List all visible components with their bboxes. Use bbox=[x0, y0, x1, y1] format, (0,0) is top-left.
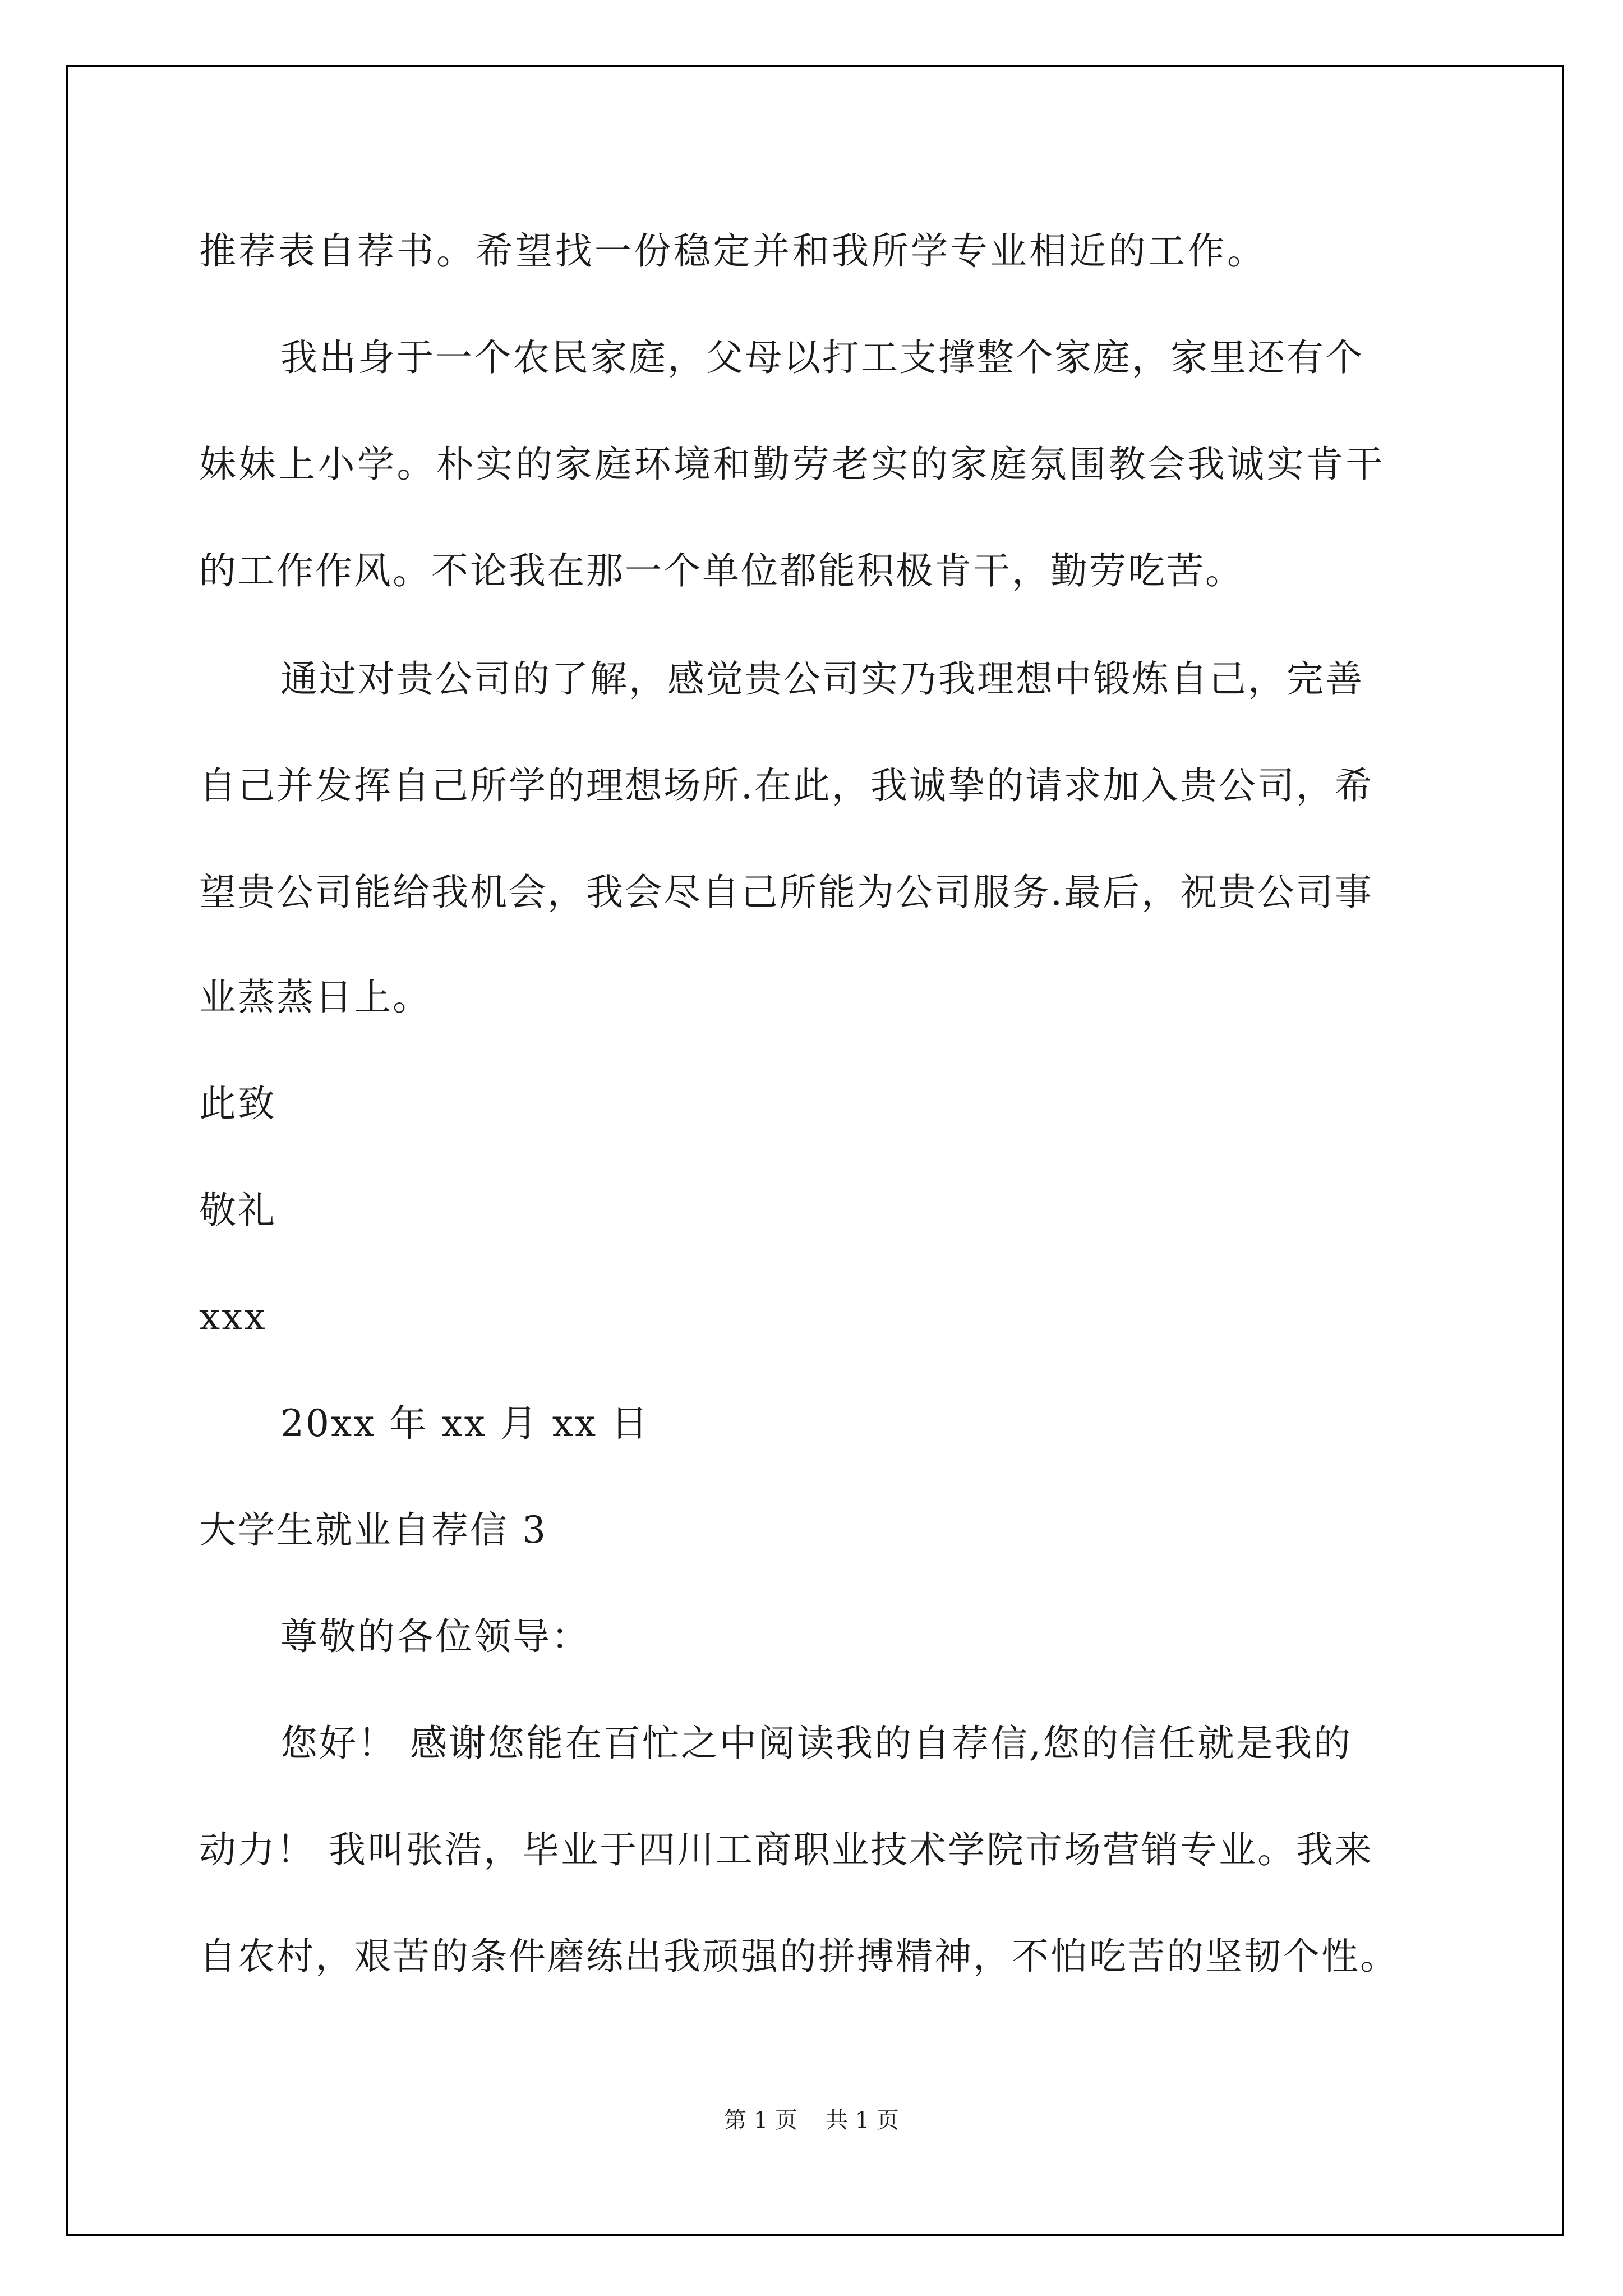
page-number: 第 1 页 bbox=[724, 2108, 797, 2133]
page-total: 共 1 页 bbox=[826, 2108, 899, 2133]
greeting: 尊敬的各位领导： bbox=[280, 1615, 590, 1658]
body-line: 我出身于一个农民家庭，父母以打工支撑整个家庭，家里还有个 bbox=[280, 336, 1364, 379]
body-line: 自己并发挥自己所学的理想场所.在此，我诚挚的请求加入贵公司，希 bbox=[199, 764, 1373, 807]
body-line: 推荐表自荐书。希望找一份稳定并和我所学专业相近的工作。 bbox=[199, 229, 1267, 273]
body-line: 的工作作风。不论我在那一个单位都能积极肯干，勤劳吃苦。 bbox=[199, 549, 1244, 592]
date-line: 20xx 年 xx 月 xx 日 bbox=[280, 1402, 650, 1445]
body-line: 业蒸蒸日上。 bbox=[199, 976, 431, 1019]
closing-respect: 敬礼 bbox=[199, 1189, 276, 1232]
body-line: 通过对贵公司的了解，感觉贵公司实乃我理想中锻炼自己，完善 bbox=[280, 657, 1364, 701]
body-line: 您好！ 感谢您能在百忙之中阅读我的自荐信,您的信任就是我的 bbox=[280, 1722, 1352, 1765]
signature: xxx bbox=[199, 1295, 267, 1338]
closing-salutation: 此致 bbox=[199, 1082, 276, 1125]
page-footer bbox=[0, 2109, 1623, 2132]
page-border bbox=[66, 65, 1564, 2236]
body-line: 动力！ 我叫张浩，毕业于四川工商职业技术学院市场营销专业。我来 bbox=[199, 1828, 1373, 1871]
body-line: 妹妹上小学。朴实的家庭环境和勤劳老实的家庭氛围教会我诚实肯干 bbox=[199, 443, 1385, 486]
body-line: 望贵公司能给我机会，我会尽自己所能为公司服务.最后，祝贵公司事 bbox=[199, 871, 1373, 914]
body-line: 自农村，艰苦的条件磨练出我顽强的拼搏精神，不怕吃苦的坚韧个性。 bbox=[199, 1935, 1399, 1978]
section-title: 大学生就业自荐信 3 bbox=[199, 1508, 547, 1552]
